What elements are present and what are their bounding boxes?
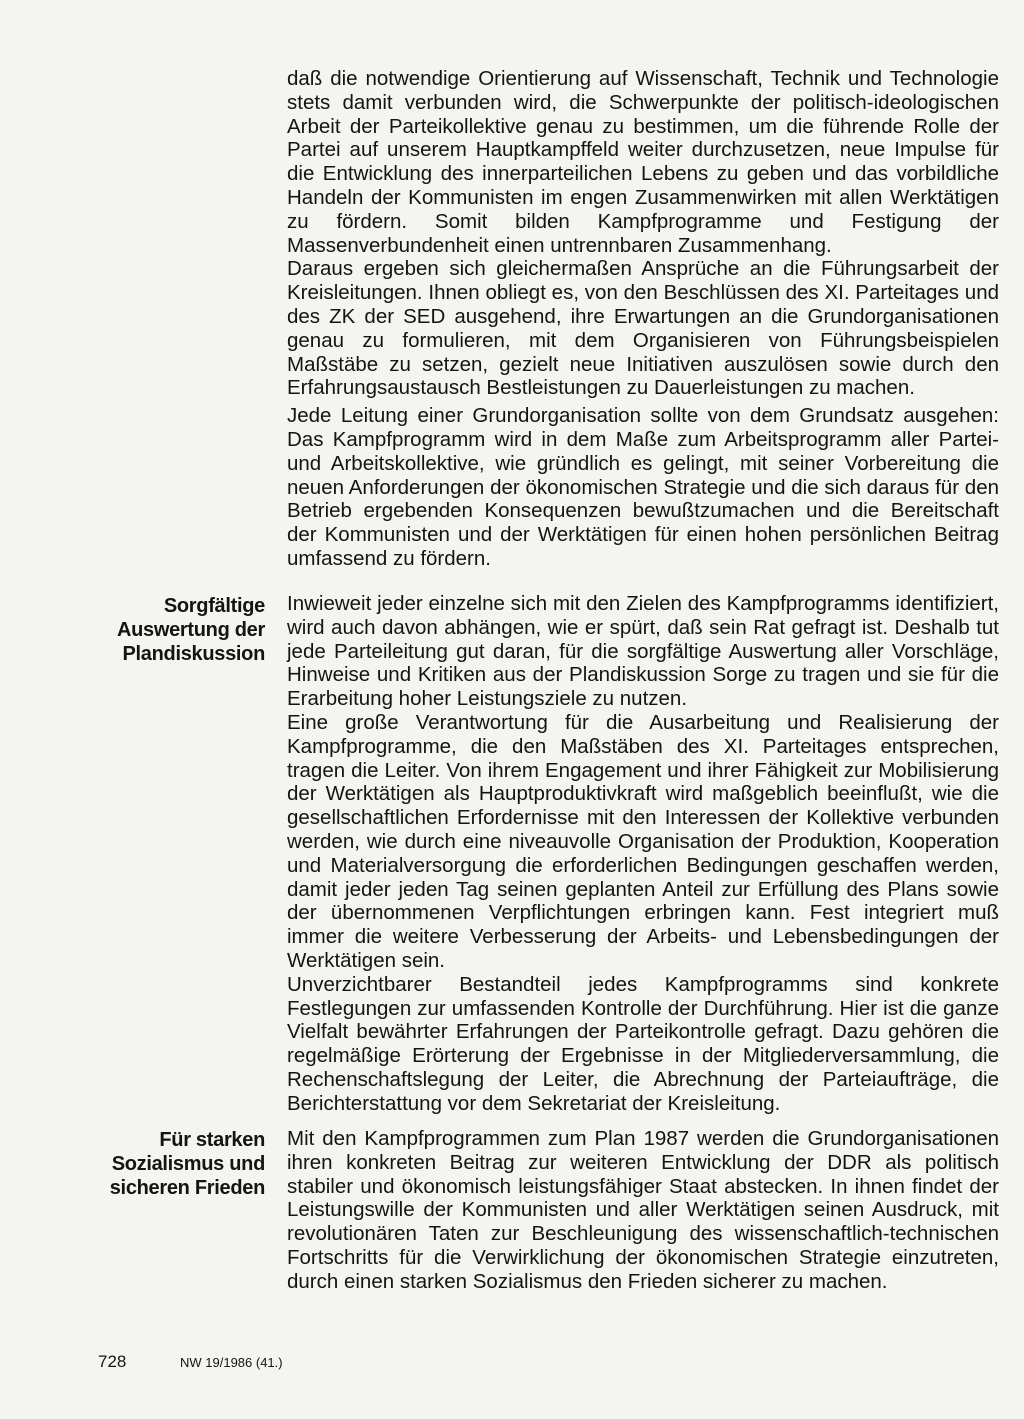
page-number: 728	[98, 1352, 127, 1371]
body-section-sozialismus	[287, 1127, 999, 1294]
paragraph: Inwieweit jeder einzelne sich mit den Zielen des Kampfprogramms identifiziert, wird auch davon abhängen, wie er spürt, daß sein Rat gefragt ist. Deshalb tut jede Parteileitung gut daran, für die sorgfältige Auswertung aller Vorschläge, Hinweise und Kritiken aus der Plandiskussion Sorge zu tragen und sie für die Erarbeitung hoher Leistungsziele zu nutzen.	[287, 592, 999, 711]
side-heading-line: Sozialismus und	[111, 1153, 265, 1175]
body-section-plandiskussion	[287, 592, 999, 1116]
journal-reference: NW 19/1986 (41.)	[180, 1355, 283, 1370]
side-heading-line: Plandiskussion	[122, 643, 265, 665]
side-heading-line: Auswertung der	[116, 619, 265, 641]
side-heading-line: Für starken	[159, 1129, 265, 1151]
paragraph: Daraus ergeben sich gleichermaßen Ansprüche an die Führungsarbeit der Kreisleitungen. Ihnen obliegt es, von den Beschlüssen des XI. Parteitages und des ZK der SED ausgehend, ihre Erwartungen an die Grundorganisationen genau zu formulieren, mit dem Organisieren von Führungsbeispielen Maßstäbe zu setzen, gezielt neue Initiativen auszulösen sowie durch den Erfahrungsaustausch Bestleistungen zu Dauerleistungen zu machen.	[287, 257, 999, 400]
side-heading-line: sicheren Frieden	[109, 1177, 265, 1199]
paragraph: Jede Leitung einer Grundorganisation sollte von dem Grundsatz ausgehen: Das Kampfprogramm wird in dem Maße zum Arbeitsprogramm aller Partei- und Arbeitskollektive, wie gründlich es gelingt, mit seiner Vorbereitung die neuen Anforderungen der ökonomischen Strategie und die sich daraus für den Betrieb ergebenden Konsequenzen bewußtzumachen und die Bereitschaft der Kommunisten und der Werktätigen für einen hohen persönlichen Beitrag umfassend zu fördern.	[287, 404, 999, 570]
paragraph: Eine große Verantwortung für die Ausarbeitung und Realisierung der Kampfprogramme, die den Maßstäben des XI. Parteitages entsprechen, tragen die Leiter. Von ihrem Engagement und ihrer Fähigkeit zur Mobilisierung der Werktätigen als Hauptproduktivkraft wird maßgeblich beeinflußt, wie die gesellschaftlichen Erfordernisse mit den Interessen der Kollektive verbunden werden, wie durch eine niveauvolle Organisation der Produktion, Kooperation und Materialversorgung die erforderlichen Bedingungen geschaffen werden, damit jeder jeden Tag seinen geplanten Anteil zur Erfüllung des Plans sowie der übernommenen Verpflichtungen erbringen kann. Fest integriert muß immer die weitere Verbesserung der Arbeits- und Lebensbedingungen der Werktätigen sein.	[287, 710, 999, 972]
paragraph: daß die notwendige Orientierung auf Wissenschaft, Technik und Technologie stets damit verbunden wird, die Schwerpunkte der politisch-ideologischen Arbeit der Parteikollektive genau zu bestimmen, um die führende Rolle der Partei auf unserem Hauptkampffeld weiter durchzusetzen, neue Impulse für die Entwicklung des innerparteilichen Lebens zu geben und das vorbildliche Handeln der Kommunisten im engen Zusammenwirken mit allen Werktätigen zu fördern. Somit bilden Kampfprogramme und Festigung der Massenverbundenheit einen untrennbaren Zusammenhang.	[287, 67, 999, 257]
paragraph: Mit den Kampfprogrammen zum Plan 1987 werden die Grundorganisationen ihren konkreten Beitrag zur weiteren Entwicklung der DDR als politisch stabiler und ökonomisch leistungsfähiger Staat abstecken. In ihnen findet der Leistungswille der Kommunisten und aller Werktätigen seinen Ausdruck, mit revolutionären Taten zur Beschleunigung des wissenschaftlich-technischen Fortschritts für die Verwirklichung der ökonomischen Strategie einzutreten, durch einen starken Sozialismus den Frieden sicherer zu machen.	[287, 1127, 999, 1293]
body-section-intro	[287, 67, 999, 571]
paragraph: Unverzichtbarer Bestandteil jedes Kampfprogramms sind konkrete Festlegungen zur umfassenden Kontrolle der Durchführung. Hier ist die ganze Vielfalt bewährter Erfahrungen der Parteikontrolle gefragt. Dazu gehören die regelmäßige Erörterung der Ergebnisse in der Mitgliederversammlung, die Rechenschaftslegung der Leiter, die Abrechnung der Parteiaufträge, die Berichterstattung vor dem Sekretariat der Kreisleitung.	[287, 972, 999, 1115]
side-heading-sozialismus	[95, 1128, 265, 1200]
side-heading-line: Sorgfältige	[163, 595, 265, 617]
side-heading-plandiskussion	[95, 594, 265, 666]
